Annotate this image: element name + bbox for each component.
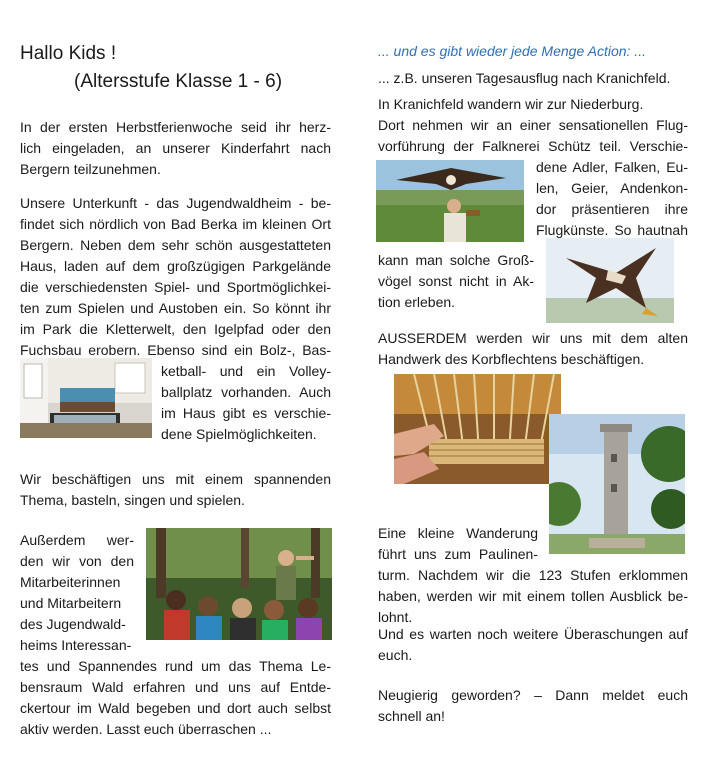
text-line: Flugkünste. So hautnah: [536, 222, 688, 238]
text-line: führt uns zum Paulinen-: [378, 546, 538, 562]
text-line: Fuchsbau erobern. Ebenso sind ein Bolz-, Bas-: [20, 342, 331, 358]
action-heading: ... und es gibt wieder jede Menge Action: ...: [378, 43, 646, 59]
text-line: Unsere Unterkunft - das Jugendwaldheim - be-: [20, 195, 331, 211]
text-line: dor präsentieren ihre: [536, 201, 688, 217]
text-line: AUSSERDEM werden wir uns mit dem alten: [378, 330, 688, 346]
text-line: lich eingeladen, an unserer Kinderfahrt nach: [20, 140, 331, 156]
photo-forest-group: [146, 528, 332, 640]
text-line: im Park die Kletterwelt, den Igelpfad oder den: [20, 321, 331, 337]
text-line: und Mitarbeitern: [20, 595, 122, 611]
text-line: heims Interessan-: [20, 637, 132, 653]
photo-paulinenturm: [549, 414, 685, 554]
text-line: kann man solche Groß-: [378, 252, 534, 268]
age-group-subtitle: (Altersstufe Klasse 1 - 6): [74, 71, 283, 92]
photo-eagle-flight: [546, 238, 674, 323]
text-line: dene Spielmöglichkeiten.: [161, 426, 317, 442]
text-line: Mitarbeiterinnen: [20, 574, 121, 590]
text-line: des Jugendwald-: [20, 616, 126, 632]
text-line: bensraum Wald erfahren und uns auf Entde-: [20, 679, 331, 695]
text-line: lohnt.: [378, 609, 413, 625]
text-line: den wir von den: [20, 553, 134, 569]
text-line: ballplatz vorhanden. Auch: [161, 384, 331, 400]
text-line: aktiv werden. Lasst euch überraschen ...: [20, 721, 272, 737]
text-line: Neugierig geworden? – Dann meldet euch: [378, 687, 688, 703]
text-line: Dort nehmen wir an einer sensationellen Flug-: [378, 117, 688, 133]
text-line: schnell an!: [378, 708, 445, 724]
text-line: vorführung der Falknerei Schütz teil. Verschie-: [378, 138, 688, 154]
text-line: tes und Spannendes rund um das Thema Le-: [20, 658, 331, 674]
photo-falconer-eagle: [376, 160, 524, 242]
photo-playroom: [20, 358, 152, 438]
text-line: Bergern. Neben dem sehr schön ausgestatteten: [20, 237, 331, 253]
text-line: Bergern teilzunehmen.: [20, 161, 161, 177]
text-line: findet sich nördlich von Bad Berka im kleinen Ort: [20, 216, 331, 232]
text-line: ketball- und ein Volley-: [161, 363, 331, 379]
text-line: haben, werden wir mit einem tollen Ausblick be-: [378, 588, 688, 604]
text-line: In Kranichfeld wandern wir zur Niederburg.: [378, 96, 644, 112]
text-line: Thema, basteln, singen und spielen.: [20, 492, 245, 508]
text-line: Haus, laden auf dem großzügigen Parkgelände: [20, 258, 331, 274]
greeting-title: Hallo Kids !: [20, 43, 117, 64]
photo-basket-weaving: [394, 374, 561, 484]
text-line: ckertour im Wald begeben und dort auch selbst: [20, 700, 331, 716]
text-line: vögel sonst nicht in Ak-: [378, 273, 534, 289]
text-line: dene Adler, Falken, Eu-: [536, 159, 688, 175]
text-line: die verschiedensten Spiel- und Sportmöglichkei-: [20, 279, 331, 295]
text-line: im Haus gibt es verschie-: [161, 405, 331, 421]
text-line: Außerdem wer-: [20, 532, 134, 548]
text-line: Eine kleine Wanderung: [378, 525, 538, 541]
text-line: Und es warten noch weitere Überaschungen auf: [378, 626, 688, 642]
text-line: ten zum Spielen und Austoben ein. So könnt ihr: [20, 300, 331, 316]
text-line: Wir beschäftigen uns mit einem spannenden: [20, 471, 331, 487]
text-line: turm. Nachdem wir die 123 Stufen erklommen: [378, 567, 688, 583]
text-line: Handwerk des Korbflechtens beschäftigen.: [378, 351, 645, 367]
text-line: euch.: [378, 647, 413, 663]
text-line: tion erleben.: [378, 294, 456, 310]
trip-line: ... z.B. unseren Tagesausflug nach Kranichfeld.: [378, 70, 671, 86]
text-line: len, Geier, Andenkon-: [536, 180, 688, 196]
text-line: In der ersten Herbstferienwoche seid ihr herz-: [20, 119, 331, 135]
